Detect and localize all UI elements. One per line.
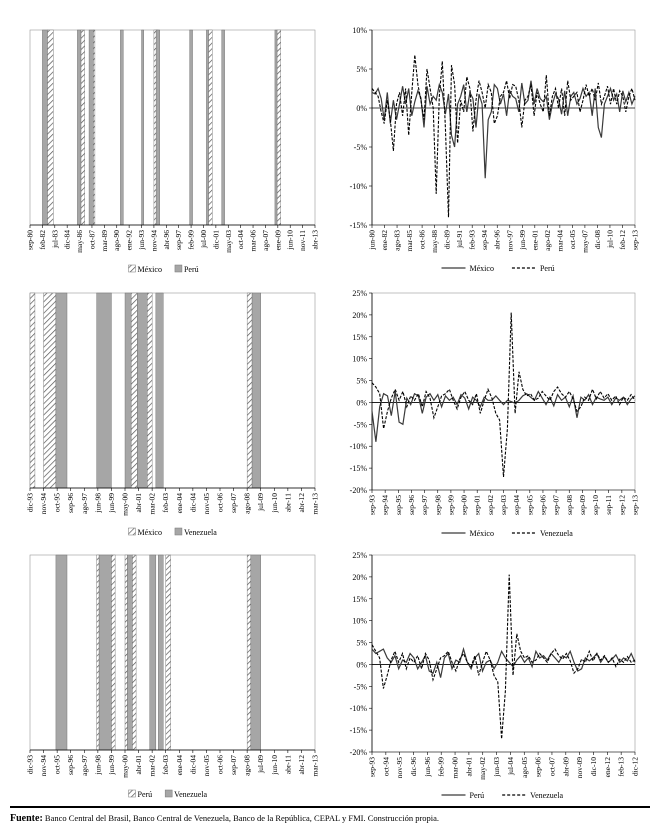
period-band [44,293,56,488]
x-tick-label: feb-82 [37,230,47,250]
x-tick-label: jun-99 [106,493,116,513]
x-tick-label: ago-90 [112,230,122,251]
x-tick-label: sep-08 [564,495,574,515]
y-tick-label: 5% [356,638,367,648]
footer-label: Fuente: [10,813,43,824]
x-tick-label: oct-06 [215,493,225,513]
x-tick-label: nov-94 [39,493,49,515]
x-tick-label: jun-99 [517,230,527,250]
x-tick-label: mar-89 [99,230,109,252]
x-tick-label: mar-04 [555,230,565,252]
legend-label: Perú [469,791,485,800]
y-tick-label: -15% [349,726,367,736]
period-band [89,30,93,225]
x-tick-label: mar-06 [248,230,258,252]
x-tick-label: nov-05 [201,493,211,515]
x-tick-label: ago-07 [260,230,270,251]
legend-swatch-gray [175,528,182,535]
x-tick-label: sep-93 [367,757,377,777]
x-tick-label: may-02 [478,757,488,780]
x-tick-label: jul-83 [50,230,60,248]
legend-swatch-hatch [129,265,136,272]
x-tick-label: sep-97 [420,495,430,515]
period-band [251,555,261,750]
period-band [137,293,147,488]
period-band [190,30,193,225]
x-tick-label: abr-01 [464,757,474,777]
period-band [166,555,171,750]
legend-swatch-gray [175,265,182,272]
x-tick-label: oct-86 [417,230,427,250]
y-tick-label: 25% [352,289,367,298]
x-tick-label: abr-11 [283,755,293,775]
x-tick-label: sep-07 [551,495,561,515]
x-tick-label: sep-09 [577,495,587,515]
y-tick-label: 10% [352,354,367,364]
x-tick-label: sep-01 [472,495,482,515]
period-band [97,293,112,488]
period-band [131,293,137,488]
x-tick-label: ago-97 [79,755,89,776]
x-tick-label: nov-97 [505,230,515,252]
x-tick-label: nov-94 [149,230,159,252]
legend-swatch-hatch [129,790,136,797]
legend-label: Perú [539,264,555,273]
x-tick-label: ago-97 [79,493,89,514]
x-tick-label: ago-08 [242,493,252,514]
x-tick-label: dic-01 [211,230,221,250]
x-tick-label: sep-80 [25,230,35,250]
y-tick-label: 15% [352,594,367,604]
period-band [99,555,111,750]
footer-text: Banco Central del Brasil, Banco Central de Venezuela, Banco de la República, CEPAL y FMI. Construcción propia. [44,813,440,823]
x-tick-label: oct-87 [87,230,97,250]
x-tick-label: oct-07 [547,757,557,777]
x-tick-label: may-88 [430,230,440,253]
x-tick-label: nov-05 [201,755,211,777]
x-tick-label: ago-08 [242,755,252,776]
x-tick-label: abr-09 [561,757,571,777]
period-band [125,555,127,750]
x-tick-label: sep-07 [229,493,239,513]
x-tick-label: jul-09 [256,493,266,511]
y-tick-label: -10% [349,442,367,452]
x-tick-label: ago-02 [542,230,552,251]
x-tick-label: oct-04 [236,230,246,250]
x-tick-label: oct-06 [215,755,225,775]
plot-frame [30,555,315,750]
x-tick-label: nov-09 [575,757,585,779]
legend-label: Perú [183,265,199,274]
y-tick-label: 5% [356,65,367,74]
legend-label: Venezuela [539,529,573,538]
x-tick-label: may-03 [223,230,233,253]
x-tick-label: ene-04 [174,493,184,514]
x-tick-label: oct-05 [567,230,577,250]
period-band [158,555,163,750]
source-footer [10,806,650,824]
y-tick-label: 5% [356,376,367,386]
period-band [42,30,47,225]
x-tick-label: sep-95 [393,495,403,515]
legend-swatch-gray [165,790,172,797]
x-tick-label: mar-13 [310,755,320,777]
x-tick-label: dic-93 [25,493,35,513]
y-tick-label: -15% [349,221,367,230]
period-band [56,555,67,750]
x-tick-label: sep-97 [174,230,184,250]
y-tick-label: -20% [349,748,367,757]
x-tick-label: sep-07 [229,755,239,775]
x-tick-label: jul-04 [505,757,515,775]
x-tick-label: ene-92 [124,230,134,251]
x-tick-label: sep-13 [630,495,640,515]
x-tick-label: jun-10 [285,230,295,250]
x-tick-label: sep-04 [512,495,522,515]
x-tick-label: dic-96 [409,757,419,777]
y-tick-label: -10% [349,182,367,191]
x-tick-label: ene-12 [602,757,612,778]
x-tick-label: mar-85 [405,230,415,252]
x-tick-label: sep-10 [591,495,601,515]
series-line-solid [372,649,635,678]
plot-frame [372,293,635,490]
x-tick-label: dic-04 [188,755,198,775]
period-band [150,555,156,750]
x-tick-label: jul-91 [455,230,465,248]
y-tick-label: -5% [353,143,367,152]
x-tick-label: mar-00 [450,757,460,779]
x-tick-label: jul-10 [605,230,615,248]
legend-label: México [137,265,162,274]
x-tick-label: oct-95 [52,493,62,513]
x-tick-label: jun-99 [106,755,116,775]
x-tick-label: sep-00 [459,495,469,515]
y-tick-label: -10% [349,704,367,714]
period-band [77,30,81,225]
legend-label: Venezuela [183,528,217,537]
x-tick-label: dic-93 [25,755,35,775]
x-tick-label: ene-09 [273,230,283,251]
x-tick-label: jun-96 [422,757,432,777]
x-tick-label: sep-93 [367,495,377,515]
x-tick-label: jun-98 [93,493,103,513]
legend-label: México [469,529,494,538]
x-tick-label: may-86 [75,230,85,253]
x-tick-label: abr-12 [296,493,306,513]
x-tick-label: may-00 [120,493,130,516]
period-band [156,30,160,225]
x-tick-label: abr-11 [283,493,293,513]
period-band [111,555,115,750]
period-band [47,30,53,225]
x-tick-label: dic-89 [442,230,452,250]
x-tick-label: dic-08 [592,230,602,250]
period-band [147,293,152,488]
x-tick-label: mar-13 [310,493,320,515]
x-tick-label: abr-13 [310,230,320,250]
legend-label: México [137,528,162,537]
x-tick-label: sep-96 [406,495,416,515]
y-tick-label: 10% [352,616,367,626]
x-tick-label: abr-01 [134,493,144,513]
x-tick-label: sep-03 [499,495,508,515]
series-line-dashed [372,575,635,739]
x-tick-label: sep-05 [525,495,535,515]
y-tick-label: 20% [352,310,367,320]
y-tick-label: -5% [353,420,367,430]
x-tick-label: jun-93 [137,230,147,250]
x-tick-label: abr-12 [296,755,306,775]
y-tick-label: 15% [352,332,367,342]
x-tick-label: dic-10 [588,757,598,777]
x-tick-label: jun-98 [93,755,103,775]
x-tick-label: mar-02 [147,755,157,777]
x-tick-label: sep-02 [485,495,495,515]
x-tick-label: sep-98 [433,495,443,515]
x-tick-label: abr-96 [161,230,171,250]
period-band [209,30,213,225]
period-band [81,30,85,225]
period-band [247,555,251,750]
legend-label: Perú [137,790,153,799]
x-tick-label: mar-02 [147,493,157,515]
x-tick-label: feb-99 [186,230,196,250]
x-tick-label: ago-05 [519,757,529,778]
x-tick-label: dic-12 [630,757,640,777]
x-tick-label: dic-84 [62,230,72,250]
x-tick-label: ene-01 [530,230,540,251]
x-tick-label: jul-00 [198,230,208,248]
period-band [132,555,136,750]
x-tick-label: jun-03 [492,757,502,777]
period-band [156,293,163,488]
y-tick-label: -20% [349,486,367,495]
period-band [93,30,95,225]
x-tick-label: abr-96 [492,230,502,250]
x-tick-label: sep-99 [446,495,456,515]
x-tick-label: sep-06 [538,495,548,515]
x-tick-label: feb-93 [467,230,477,250]
period-band [30,293,35,488]
y-tick-label: -15% [349,464,367,474]
x-tick-label: abr-01 [134,755,144,775]
x-tick-label: feb-99 [436,757,446,777]
series-line-dashed [372,55,635,217]
period-band [56,293,67,488]
x-tick-label: oct-95 [52,755,62,775]
x-tick-label: feb-03 [161,755,171,775]
legend-swatch-hatch [129,528,136,535]
x-tick-label: ago-83 [392,230,402,251]
x-tick-label: sep-96 [66,755,76,775]
period-band [275,30,277,225]
x-tick-label: ene-04 [174,755,184,776]
y-tick-label: 0% [356,104,367,113]
plot-frame [30,30,315,225]
period-band [120,30,123,225]
x-tick-label: feb-13 [616,757,626,777]
x-tick-label: ene-82 [380,230,390,251]
x-tick-label: may-07 [580,230,590,253]
x-tick-label: oct-94 [381,757,391,777]
y-tick-label: 0% [356,660,367,670]
period-band [97,555,99,750]
x-tick-label: sep-94 [380,495,390,515]
period-band [252,293,261,488]
series-line-dashed [372,313,635,477]
legend-label: Venezuela [174,790,208,799]
period-band [125,293,131,488]
x-tick-label: jun-80 [367,230,377,250]
x-tick-label: nov-94 [39,755,49,777]
x-tick-label: jun-10 [269,755,279,775]
x-tick-label: feb-12 [617,230,627,250]
y-tick-label: 10% [352,26,367,35]
x-tick-label: sep-11 [604,495,614,515]
legend-label: México [469,264,494,273]
period-band [222,30,225,225]
period-band [142,30,144,225]
x-tick-label: nov-95 [395,757,405,779]
period-band [206,30,208,225]
y-tick-label: 25% [352,551,367,560]
period-band [277,30,281,225]
y-tick-label: -5% [353,682,367,692]
x-tick-label: sep-12 [617,495,627,515]
period-band [127,555,132,750]
x-tick-label: dic-04 [188,493,198,513]
y-tick-label: 20% [352,572,367,582]
period-band [247,293,252,488]
legend-label: Venezuela [530,791,564,800]
x-tick-label: jun-10 [269,493,279,513]
x-tick-label: feb-03 [161,493,171,513]
plot-frame [30,293,315,488]
series-line-solid [372,392,635,442]
x-tick-label: sep-06 [533,757,543,777]
y-tick-label: 0% [356,398,367,408]
x-tick-label: sep-94 [480,230,490,250]
plot-frame [372,30,635,225]
x-tick-label: may-00 [120,755,130,778]
x-tick-label: nov-11 [298,230,308,251]
x-tick-label: jul-09 [256,755,266,773]
x-tick-label: sep-96 [66,493,76,513]
x-tick-label: sep-13 [630,230,640,250]
